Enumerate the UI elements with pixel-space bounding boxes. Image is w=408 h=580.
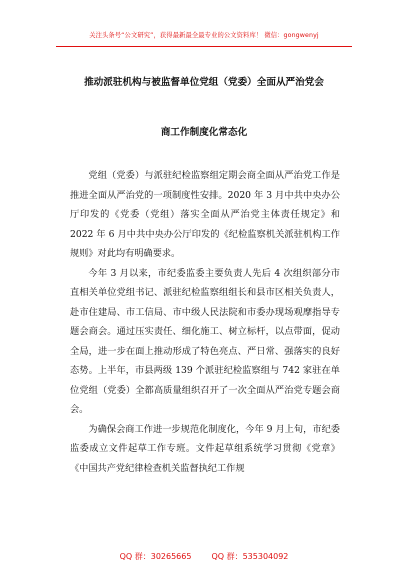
document-title-line-2: 商工作制度化常态化 [160,127,248,138]
header-notice: 关注头条号“公文研究”，获得最新最全最专业的公文资料库！ 微信：gongwenyj [89,32,319,39]
footer-qq-group-1: QQ 群：30265665 [119,552,192,561]
paragraph-1: 党组（党委）与派驻纪检监察组定期会商全面从严治党工作是推进全面从严治党的一项制度性安排。2020 年 3 月中共中央办公厅印发的《党委（党组）落实全面从严治党主体责任规定》和 2022 年 6 月中共中央办公厅印发的《纪检监察机关派驻机构工作规则》对此均有明确要求。 [70,170,340,259]
footer-contact [0,551,408,562]
document-body [70,166,340,478]
paragraph-2: 今年 3 月以来，市纪委监委主要负责人先后 4 次组织部分市直相关单位党组书记、派驻纪检监察组组长和县市区相关负责人，赴市住建局、市工信局、市中级人民法院和市委办现场观摩指导专题会商会。通过压实责任、细化施工、树立标杆，以点带面，促动全局，进一步在面上推动形成了特色亮点、严日常、强落实的良好态势。上半年，市县两级 139 个派驻纪检监察组与 742 家驻在单位党组（党委）全都高质量组织召开了一次全面从严治党专题会商会。 [70,267,340,415]
paragraph-3: 为确保会商工作进一步规范化制度化，今年 9 月上旬，市纪委监委成立文件起草工作专班。文件起草组系统学习贯彻《党章》《中国共产党纪律检查机关监督执纪工作规 [70,423,340,474]
header-divider [56,46,352,47]
document-title-line-1: 推动派驻机构与被监督单位党组（党委）全面从严治党会 [84,77,324,88]
footer-qq-group-2: QQ 群：535304092 [211,552,289,561]
